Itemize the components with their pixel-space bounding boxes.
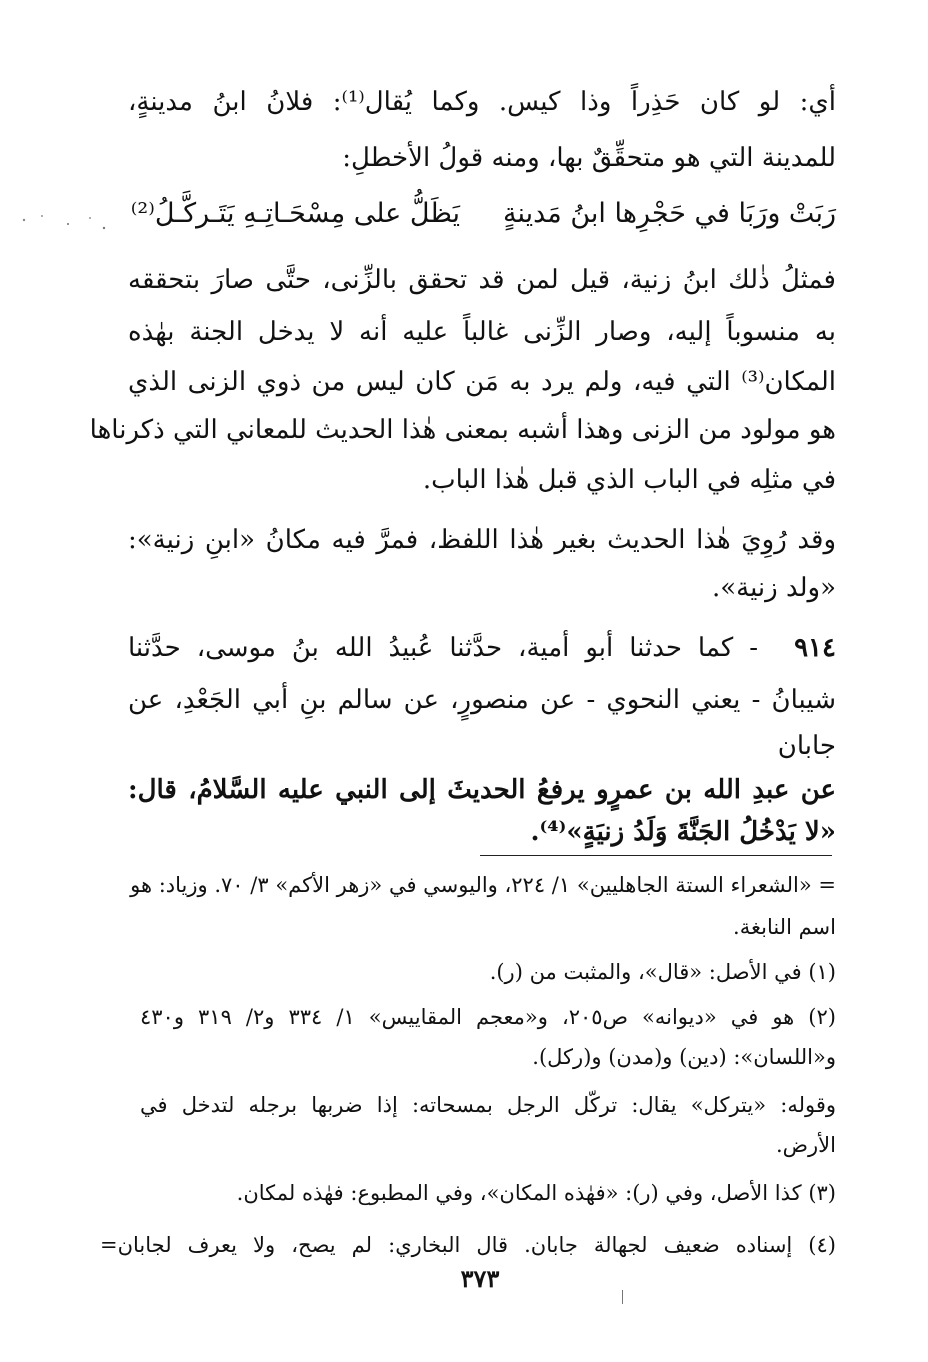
scan-specks [20,210,110,240]
body-line: «ولد زنية». [711,573,836,603]
footnote-line: اسم النابغة. [733,915,836,939]
footnote-3: (٣) كذا الأصل، وفي (ر): «فهٰذه المكان»، وفي المطبوع: فهٰذه لمكان. [236,1181,836,1205]
footnote-line: و«اللسان»: (دين) و(مدن) و(ركل). [532,1045,836,1069]
body-line: فمثلُ ذٰلك ابنُ زنية، قيل لمن قد تحقق بالزِّنى، حتَّى صارَ بتحققه [128,265,836,295]
body-line: جابان [777,731,836,761]
footnote-separator [480,855,832,856]
hadith-number: ٩١٤ [794,633,836,663]
page-number: ٣٧٣ [460,1264,500,1293]
body-line: به منسوباً إليه، وصار الزِّنى غالباً عليه أنه لا يدخل الجنة بهٰذه [128,317,836,347]
scan-mark [622,1290,623,1304]
body-line: للمدينة التي هو متحقِّقٌ بها، ومنه قولُ الأخطلِ: [342,143,836,173]
body-line: في مثلِه في الباب الذي قبل هٰذا الباب. [422,465,836,495]
body-line: وقد رُوِيَ هٰذا الحديث بغير هٰذا اللفظ، فمرَّ فيه مكانُ «ابنِ زنية»: [128,525,836,555]
footnote-1: (١) في الأصل: «قال»، والمثبت من (ر). [489,960,836,984]
body-line: أي: لو كان حَذِراً وذا كيس. وكما يُقال⁽¹⁾: فلانُ ابنُ مدينةٍ، [128,87,836,117]
footnote-line: الأرض. [775,1133,836,1157]
body-line: - كما حدثنا أبو أمية، حدَّثنا عُبيدُ الله بنُ موسى، حدَّثنا [128,633,758,663]
footnote-line: = «الشعراء الستة الجاهليين» ١/ ٢٢٤، واليوسي في «زهر الأكم» ٣/ ٧٠. وزياد: هو [130,873,836,897]
hadith-text: «لا يَدْخُلُ الجَنَّةَ وَلَدُ زنيَةٍ»⁽⁴⁾. [530,817,836,847]
body-line: شيبانُ - يعني النحوي - عن منصورٍ، عن سالم بنِ أبي الجَعْدِ، عن [128,685,836,715]
body-line: عن عبدِ الله بن عمرٍو يرفعُ الحديثَ إلى النبي عليه السَّلامُ، قال: [128,775,836,805]
footnote-line: وقوله: «يتركل» يقال: تركّل الرجل بمسحاته: إذا ضربها برجله لتدخل في [140,1093,836,1117]
body-line: هو مولود من الزنى وهذا أشبه بمعنى هٰذا الحديث للمعاني التي ذكرناها [89,415,836,445]
poem-first-hemistich: رَبَتْ ورَبَا في حَجْرِها ابنُ مَدينةٍ [502,198,836,229]
footnote-4: (٤) إسناده ضعيف لجهالة جابان. قال البخاري: لم يصح، ولا يعرف لجابان= [100,1233,836,1257]
poem-second-hemistich: يَظَلُّ على مِسْحَـاتِـهِ يَتَـركَّـلُ⁽²⁾ [130,198,460,229]
body-line: المكان⁽³⁾ التي فيه، ولم يرد به مَن كان ليس من ذوي الزنى الذي [128,367,836,397]
footnote-2: (٢) هو في «ديوانه» ص٢٠٥، و«معجم المقاييس» ١/ ٣٣٤ و٢/ ٣١٩ و٤٣٠ [140,1005,836,1029]
